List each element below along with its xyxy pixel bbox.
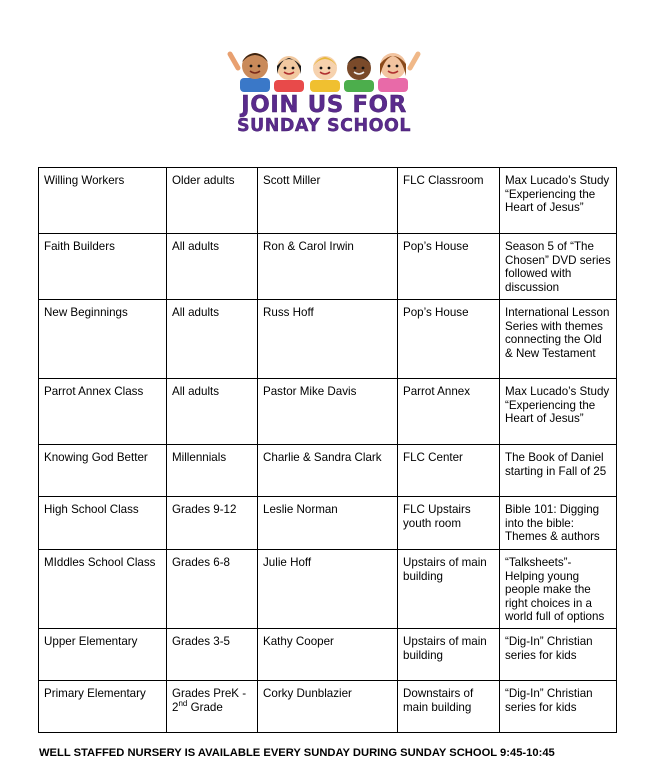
table-row — [39, 497, 617, 550]
teacher-cell: Leslie Norman — [258, 497, 398, 550]
class-name-cell: Willing Workers — [39, 168, 167, 234]
location-cell: Pop’s House — [398, 234, 500, 300]
logo-title-line2: SUNDAY SCHOOL — [236, 116, 412, 136]
curriculum-cell: The Book of Daniel starting in Fall of 25 — [500, 445, 617, 497]
audience-cell: All adults — [167, 234, 258, 300]
class-name-cell: Primary Elementary — [39, 681, 167, 733]
curriculum-cell: International Lesson Series with themes connecting the Old & New Testament — [500, 300, 617, 379]
curriculum-cell: Max Lucado’s Study “Experiencing the Heart of Jesus” — [500, 379, 617, 445]
location-cell: Pop’s House — [398, 300, 500, 379]
location-cell: Upstairs of main building — [398, 550, 500, 629]
teacher-cell: Corky Dunblazier — [258, 681, 398, 733]
teacher-cell: Russ Hoff — [258, 300, 398, 379]
location-cell: FLC Upstairs youth room — [398, 497, 500, 550]
class-name-cell: MIddles School Class — [39, 550, 167, 629]
audience-prefix: Grades PreK - — [172, 687, 247, 700]
teacher-cell: Pastor Mike Davis — [258, 379, 398, 445]
curriculum-cell: “Talksheets”- Helping young people make the right choices in a world full of options — [500, 550, 617, 629]
location-cell: Upstairs of main building — [398, 629, 500, 681]
logo-title-line1: JOIN US FOR — [241, 92, 407, 118]
audience-cell: Older adults — [167, 168, 258, 234]
class-name-cell: Parrot Annex Class — [39, 379, 167, 445]
audience-cell: Grades 9-12 — [167, 497, 258, 550]
audience-cell: All adults — [167, 300, 258, 379]
curriculum-cell: “Dig-In” Christian series for kids — [500, 629, 617, 681]
audience-cell: All adults — [167, 379, 258, 445]
sunday-school-logo — [224, 44, 424, 140]
table-row — [39, 379, 617, 445]
location-cell: FLC Classroom — [398, 168, 500, 234]
table-row — [39, 681, 617, 733]
nursery-notice: WELL STAFFED NURSERY IS AVAILABLE EVERY SUNDAY DURING SUNDAY SCHOOL 9:45-10:45 — [39, 747, 555, 759]
table-row — [39, 445, 617, 497]
teacher-cell: Kathy Cooper — [258, 629, 398, 681]
audience-cell: Grades 6-8 — [167, 550, 258, 629]
class-name-cell: Faith Builders — [39, 234, 167, 300]
location-cell: FLC Center — [398, 445, 500, 497]
table-row — [39, 629, 617, 681]
class-name-cell: Upper Elementary — [39, 629, 167, 681]
location-cell: Downstairs of main building — [398, 681, 500, 733]
curriculum-cell: “Dig-In” Christian series for kids — [500, 681, 617, 733]
curriculum-cell: Bible 101: Digging into the bible: Themes & authors — [500, 497, 617, 550]
curriculum-cell: Season 5 of “The Chosen” DVD series followed with discussion — [500, 234, 617, 300]
audience-ordinal-suffix: nd — [178, 698, 188, 708]
audience-grade-number: 2 — [172, 700, 179, 714]
sunday-school-schedule-table — [38, 167, 617, 733]
table-row — [39, 234, 617, 300]
class-name-cell: New Beginnings — [39, 300, 167, 379]
teacher-cell: Ron & Carol Irwin — [258, 234, 398, 300]
table-row — [39, 168, 617, 234]
class-name-cell: Knowing God Better — [39, 445, 167, 497]
audience-suffix: Grade — [187, 700, 223, 714]
audience-cell: Grades 3-5 — [167, 629, 258, 681]
table-row — [39, 300, 617, 379]
location-cell: Parrot Annex — [398, 379, 500, 445]
kids-illustration — [224, 44, 424, 92]
audience-cell: Millennials — [167, 445, 258, 497]
table-row — [39, 550, 617, 629]
teacher-cell: Scott Miller — [258, 168, 398, 234]
teacher-cell: Julie Hoff — [258, 550, 398, 629]
class-name-cell: High School Class — [39, 497, 167, 550]
curriculum-cell: Max Lucado’s Study “Experiencing the Heart of Jesus” — [500, 168, 617, 234]
teacher-cell: Charlie & Sandra Clark — [258, 445, 398, 497]
audience-cell — [167, 681, 258, 733]
